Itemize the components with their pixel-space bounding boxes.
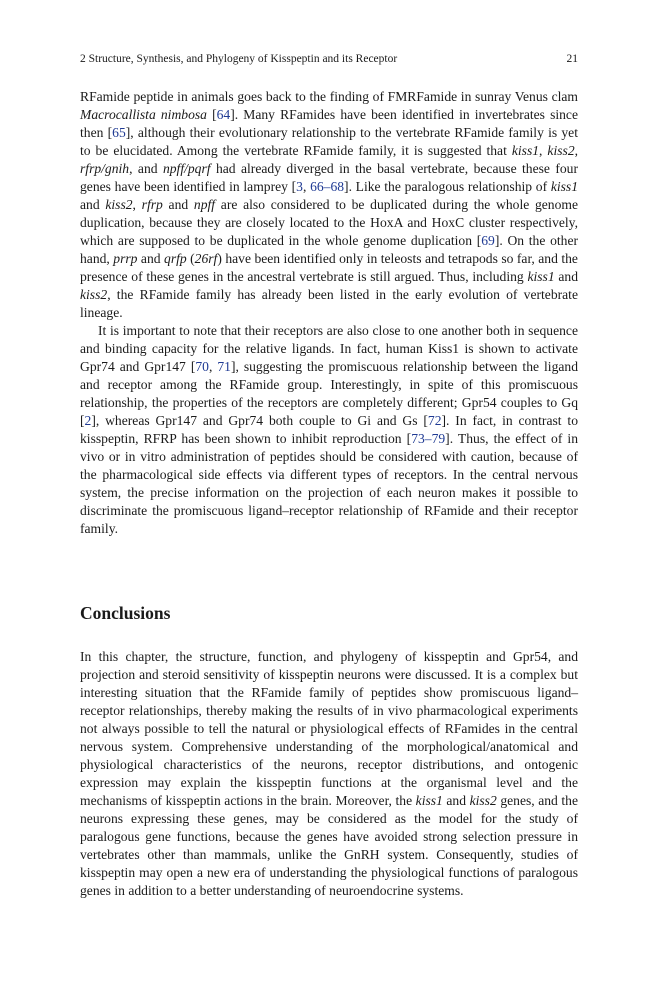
text: ]. In fact, in contrast to kisspeptin, RFRP has been shown to inhibit reproduction [	[80, 413, 578, 446]
text: , and	[129, 161, 163, 176]
gene-name: kiss1	[415, 793, 443, 808]
text: ,	[132, 197, 142, 212]
text: genes, and the neurons expressing these genes, may be considered as the model for the study of paralogous gene functions, because the genes have avoided strong selection pressure in vertebrates other than mammals, unlike the GnRH system. Consequently, studies of kisspeptin may open a new era of understanding the physiological functions of paralogous genes in addition to a better understanding of neuroendocrine systems.	[80, 793, 578, 898]
text: and	[442, 793, 470, 808]
text: ]. Many RFamides have been identified in invertebrates since then [	[80, 107, 579, 140]
citation-link[interactable]: 2	[84, 413, 92, 428]
gene-name: kiss2	[80, 287, 108, 302]
section-heading-conclusions: Conclusions	[80, 603, 171, 623]
text: ]. On the other hand,	[80, 233, 578, 266]
text: ) have been identified only in teleosts and tetrapods so far, and the presence of these genes in the ancestral vertebrate is still argued. Thus, including	[80, 251, 578, 284]
citation-link[interactable]: 69	[481, 233, 495, 248]
gene-name: kiss2	[105, 197, 133, 212]
text: , the RFamide family has already been listed in the early evolution of vertebrate lineage.	[80, 287, 578, 320]
paragraph-receptor-promiscuity	[80, 322, 578, 538]
text: ], whereas Gpr147 and Gpr74 both couple to Gi and Gs [	[91, 413, 428, 428]
gene-name: kiss1	[511, 143, 540, 158]
text: In this chapter, the structure, function, and phylogeny of kisspeptin and Gpr54, and projection and steroid sensitivity of kisspeptin neurons were discussed. It is a complex but interesting situation that the RFamide family of peptides show promiscuous ligand–receptor relationships, thereby making the results of in vivo pharmacological experiments not always possible to tell the natural or physiological effects of RFamides in the central nervous system. Comprehensive understanding of the morphological/anatomical and physiological characteristics of the neurons, receptor distributions, and ontogenic expression may explain the kisspeptin functions at the organismal level and the mechanisms of kisspeptin actions in the brain. Moreover, the	[80, 649, 578, 808]
gene-name: npff/pqrf	[162, 161, 211, 176]
citation-link[interactable]: 64	[216, 107, 231, 122]
gene-name: npff	[193, 197, 216, 212]
text: (	[186, 251, 195, 266]
citation-link[interactable]: 73–79	[411, 431, 446, 446]
gene-name: kiss1	[550, 179, 578, 194]
gene-name: rfrp	[141, 197, 163, 212]
gene-name: kiss2	[469, 793, 497, 808]
text: had already diverged in the basal vertebrate, because these four genes have been identified in lamprey [	[80, 161, 578, 194]
text: ,	[302, 179, 311, 194]
page-number: 21	[566, 53, 578, 65]
text: [	[206, 107, 217, 122]
text: and	[162, 197, 194, 212]
paragraph-rfamide-evolution	[80, 88, 578, 322]
citation-link[interactable]: 66–68	[310, 179, 345, 194]
text: It is important to note that their receptors are also close to one another both in sequence and binding capacity for the relative ligands. In fact, human Kiss1 is shown to activate Gpr74 and Gpr147 [	[80, 323, 578, 374]
text: and	[80, 197, 106, 212]
text: ,	[539, 143, 548, 158]
citation-link[interactable]: 65	[112, 125, 126, 140]
text: ], suggesting the promiscuous relationship between the ligand and receptor among the RFamide group. Interestingly, in spite of this promiscuous relationship, the properties of the receptors are completely different; Gpr54 couples to Gq [	[80, 359, 578, 428]
citation-link[interactable]: 70	[195, 359, 209, 374]
running-head-chapter-title: 2 Structure, Synthesis, and Phylogeny of Kisspeptin and its Receptor	[80, 53, 398, 65]
text: RFamide peptide in animals goes back to the finding of FMRFamide in sunray Venus clam	[80, 89, 578, 104]
gene-name: 26rf	[194, 251, 218, 266]
gene-name: prrp	[113, 251, 138, 266]
gene-name: qrfp	[164, 251, 187, 266]
text: ]. Like the paralogous relationship of	[344, 179, 551, 194]
species-name: Macrocallista nimbosa	[80, 107, 207, 122]
text: ], although their evolutionary relationship to the vertebrate RFamide family is yet to be elucidated. Among the vertebrate RFamide family, it is suggested that	[80, 125, 578, 158]
citation-link[interactable]: 72	[427, 413, 442, 428]
gene-name: kiss2	[547, 143, 575, 158]
gene-name: kiss1	[527, 269, 555, 284]
running-head	[80, 51, 578, 67]
text: and	[554, 269, 578, 284]
text: and	[137, 251, 165, 266]
text: ,	[574, 143, 579, 158]
body-text	[80, 88, 578, 538]
gene-name: rfrp/gnih	[80, 161, 130, 176]
citation-link[interactable]: 3	[296, 179, 303, 194]
citation-link[interactable]: 71	[217, 359, 231, 374]
text: ,	[208, 359, 218, 374]
text: are also considered to be duplicated during the whole genome duplication, because they are closely located to the HoxA and HoxC cluster respectively, which are supposed to be duplicated in the whole genome duplication [	[80, 197, 579, 248]
paragraph-conclusions	[80, 648, 578, 900]
text: ]. Thus, the effect of in vivo or in vitro administration of peptides should be considered with caution, because of the pharmacological side effects via different types of receptors. In the central nervous system, the precise information on the projection of each neuron makes it possible to discriminate the promiscuous ligand–receptor relationship of RFamide and their receptor family.	[80, 431, 578, 536]
